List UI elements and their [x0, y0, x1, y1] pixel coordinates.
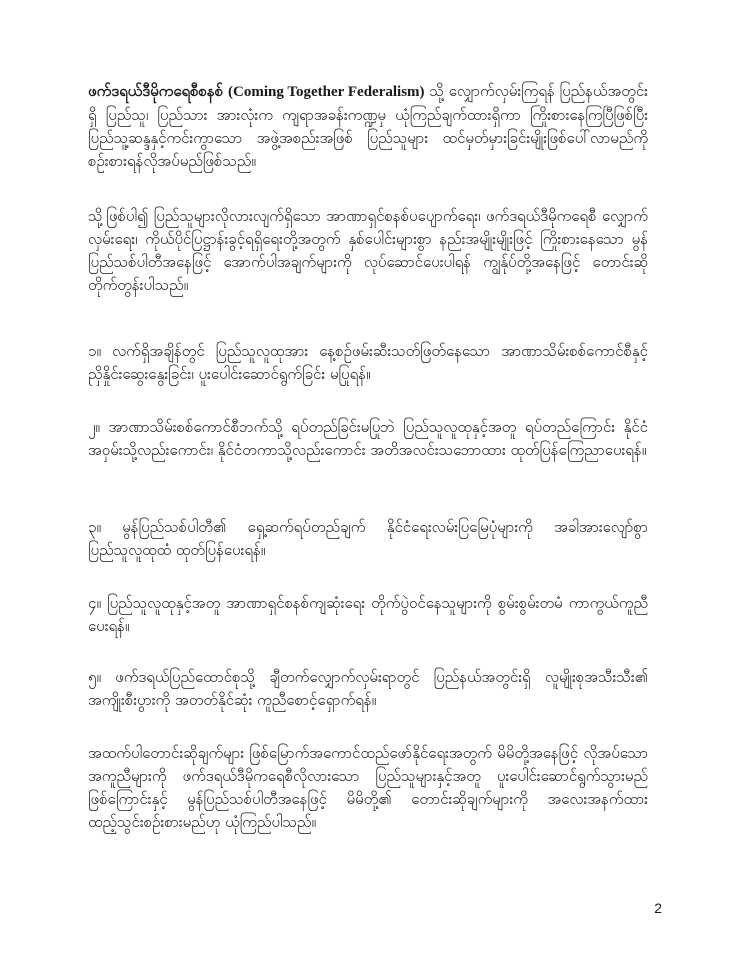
- list-item-2: ၂။ အာဏာသိမ်းစစ်ကောင်စီဘက်သို့ ရပ်တည်ခြင်းမပြုဘဲ ပြည်သူလူထုနှင့်အတူ ရပ်တည်ကြောင်း နိုင်ငံအဝှမ်းသို့လည်းကောင်း၊ နိုင်ငံတကာသို့လည်းကောင်း အတိအလင်းသဘောထား ထုတ်ပြန်ကြေညာပေးရန်။: [88, 418, 648, 459]
- list-item-1: ၁။ လက်ရှိအချိန်တွင် ပြည်သူလူထုအား နေ့စဉ်ဖမ်းဆီးသတ်ဖြတ်နေသော အာဏာသိမ်းစစ်ကောင်စီနှင့် ညှိနှိုင်းဆွေးနွေးခြင်း၊ ပူးပေါင်းဆောင်ရွက်ခြင်း မပြုရန်။: [88, 342, 648, 383]
- page-number: 2: [654, 900, 662, 916]
- intro-bold-latin: (Coming Together Federalism): [228, 84, 425, 100]
- list-item-4: ၄။ ပြည်သူလူထုနှင့်အတူ အာဏာရှင်စနစ်ကျဆုံးရေး တိုက်ပွဲဝင်နေသူများကို စွမ်းစွမ်းတမံ ကာကွယ်ကူညီပေးရန်။: [88, 594, 648, 635]
- intro-bold-lead: ဖက်ဒရယ်ဒီမိုကရေစီစနစ်: [88, 82, 224, 100]
- intro-text: သို့ လျှောက်လှမ်းကြရန် ပြည်နယ်အတွင်းရှိ ပြည်သူ၊ ပြည်သား အားလုံးက ကျရာအခန်းကဏ္ဍမှ ယုံကြည်ချက်ထားရှိကာ ကြိုးစားနေကြပြီဖြစ်ပြီး ပြည်သူ့ဆန္ဒနှင့်ကင်းကွာသော အဖွဲ့အစည်းအဖြစ် ပြည်သူများ ထင်မှတ်မှားခြင်းမျိုးဖြစ်ပေါ်လာမည်ကို စဉ်းစားရန်လိုအပ်မည်ဖြစ်သည်။: [88, 82, 648, 170]
- list-item-5: ၅။ ဖက်ဒရယ်ပြည်ထောင်စုသို့ ချီတက်လျှောက်လှမ်းရာတွင် ပြည်နယ်အတွင်းရှိ လူမျိုးစုအသီးသီး၏ အကျိုးစီးပွားကို အတတ်နိုင်ဆုံး ကူညီစောင့်ရှောက်ရန်။: [88, 668, 648, 709]
- intro-paragraph: [88, 80, 648, 173]
- list-item-3: ၃။ မွန်ပြည်သစ်ပါတီ၏ ရှေ့ဆက်ရပ်တည်ချက် နိုင်ငံရေးလမ်းပြမြေပုံများကို အခါအားလျော်စွာ ပြည်သူလူထုထံ ထုတ်ပြန်ပေးရန်။: [88, 518, 648, 559]
- paragraph-2: သို့ဖြစ်ပါ၍ ပြည်သူများလိုလားလျက်ရှိသော အာဏာရှင်စနစ်ပပျောက်ရေး၊ ဖက်ဒရယ်ဒီမိုကရေစီ လျှောက်လှမ်းရေး၊ ကိုယ်ပိုင်ပြဋ္ဌာန်းခွင့်ရရှိရေးတို့အတွက် နှစ်ပေါင်းများစွာ နည်းအမျိုးမျိုးဖြင့် ကြိုးစားနေသော မွန်ပြည်သစ်ပါတီအနေဖြင့် အောက်ပါအချက်များကို လုပ်ဆောင်ပေးပါရန် ကျွန်ုပ်တို့အနေဖြင့် တောင်းဆိုတိုက်တွန်းပါသည်။: [88, 207, 648, 294]
- closing-paragraph: အထက်ပါတောင်းဆိုချက်များ ဖြစ်မြောက်အကောင်ထည်ဖော်နိုင်ရေးအတွက် မိမိတို့အနေဖြင့် လိုအပ်သောအကူညီများကို ဖက်ဒရယ်ဒီမိုကရေစီလိုလားသော ပြည်သူများနှင့်အတူ ပူးပေါင်းဆောင်ရွက်သွားမည်ဖြစ်ကြောင်းနှင့် မွန်ပြည်သစ်ပါတီအနေဖြင့် မိမိတို့၏ တောင်းဆိုချက်များကို အလေးအနက်ထား ထည့်သွင်းစဉ်းစားမည်ဟု ယုံကြည်ပါသည်။: [88, 744, 648, 831]
